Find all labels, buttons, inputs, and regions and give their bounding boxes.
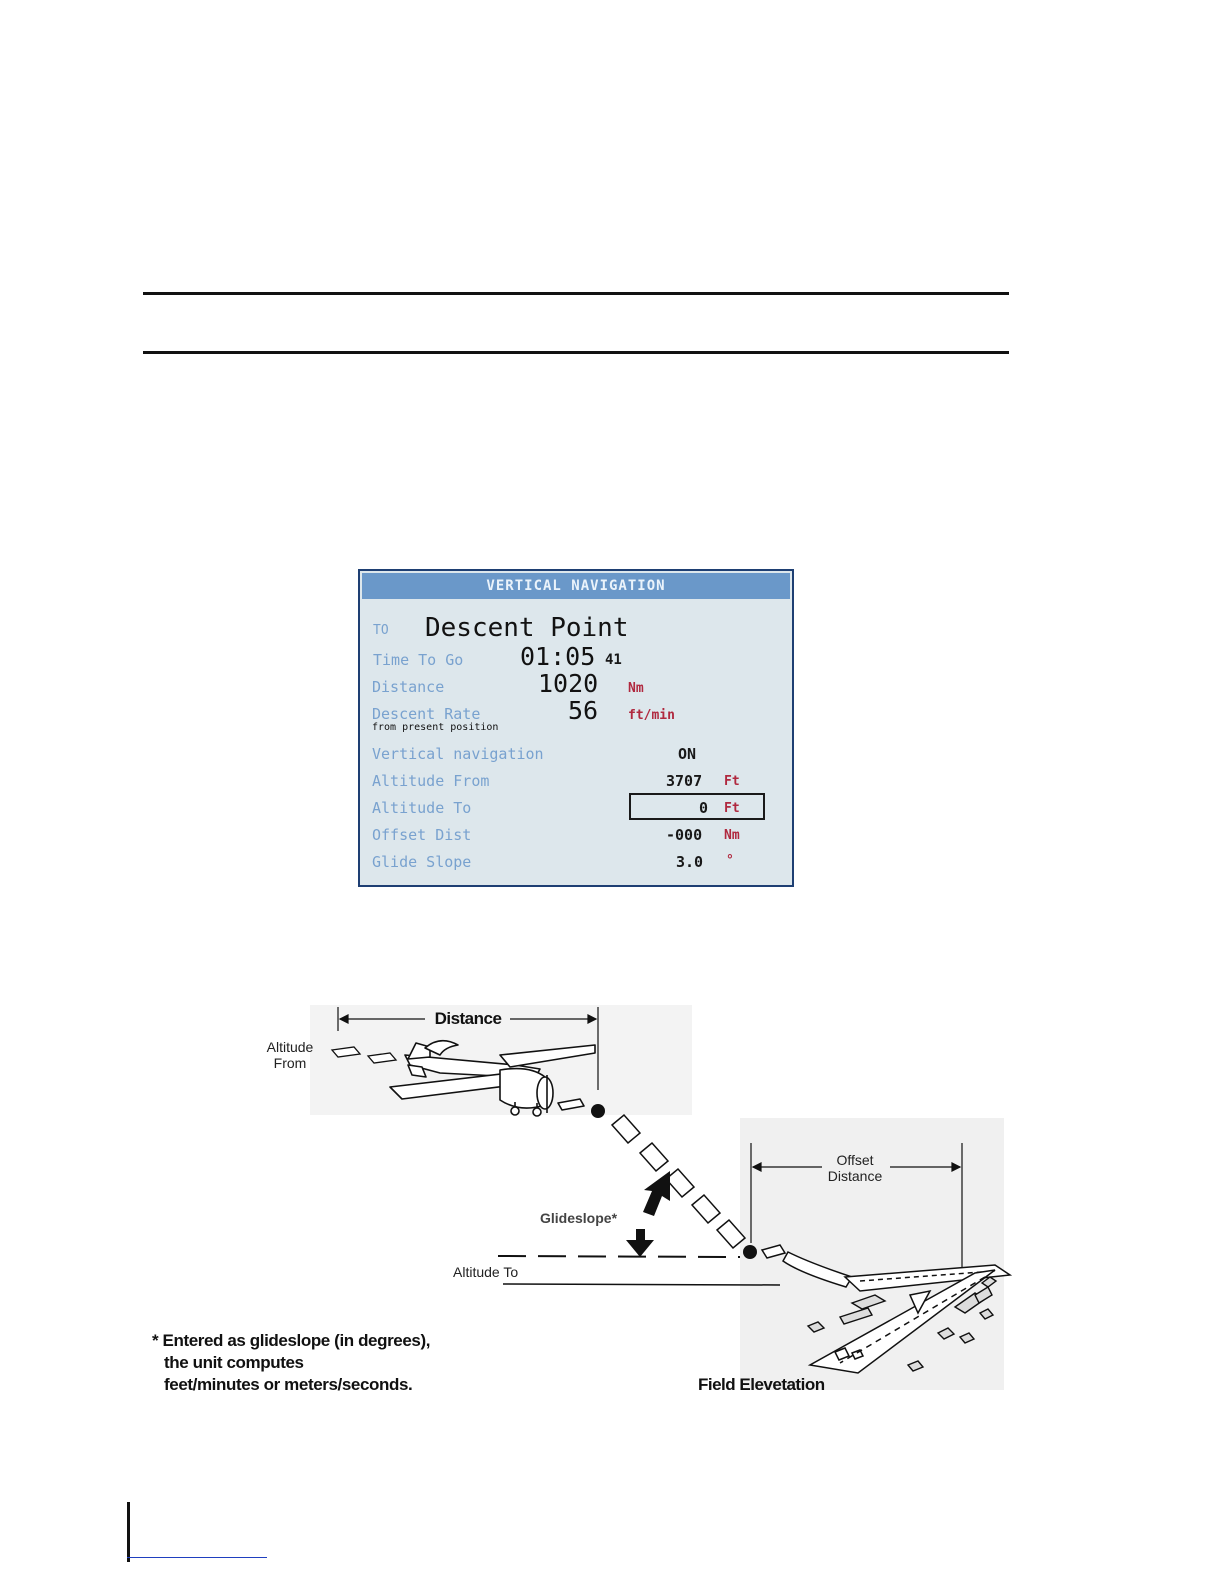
glideslope-down-arrow-icon — [626, 1229, 654, 1257]
altitude-from-value[interactable]: 3707 — [666, 772, 703, 790]
altitude-from-unit: Ft — [724, 774, 740, 789]
offset-dist-label: Offset Dist — [372, 826, 472, 844]
glide-slope-unit: ° — [726, 853, 734, 868]
descent-rate-note: from present position — [372, 722, 499, 733]
field-elevation-label: Field Elevetation — [698, 1375, 825, 1394]
time-to-go-seconds: 41 — [605, 652, 622, 668]
descent-rate-unit: ft/min — [628, 708, 675, 723]
offset-distance-label-line2: Distance — [827, 1168, 883, 1184]
altitude-to-value[interactable]: 0 — [699, 799, 709, 817]
footnote-line-3: feet/minutes or meters/seconds. — [164, 1375, 413, 1394]
margin-bar — [127, 1502, 130, 1562]
header-rule-bottom — [143, 351, 1009, 354]
screen-title: VERTICAL NAVIGATION — [362, 573, 790, 599]
altitude-from-label: Altitude — [266, 1039, 314, 1055]
ground-line — [503, 1284, 780, 1285]
vertical-navigation-value[interactable]: ON — [678, 745, 697, 763]
glideslope-footnote — [152, 1330, 430, 1396]
altitude-from-label: Altitude From — [372, 772, 490, 790]
distance-value: 1020 — [538, 669, 599, 698]
descent-rate-label: Descent Rate — [372, 705, 481, 723]
vertical-navigation-screen — [358, 569, 794, 887]
descent-rate-value: 56 — [568, 696, 599, 725]
to-value: Descent Point — [425, 613, 629, 643]
header-rule-top — [143, 292, 1009, 295]
altitude-from-label-line2: From — [273, 1055, 307, 1071]
glideslope-arrow-icon — [643, 1171, 670, 1216]
glide-slope-value[interactable]: 3.0 — [676, 853, 704, 871]
to-label: TO — [373, 623, 389, 638]
altitude-to-field[interactable] — [629, 793, 765, 820]
glideslope-label: Glideslope* — [540, 1210, 618, 1226]
vertical-navigation-label: Vertical navigation — [372, 745, 544, 763]
altitude-to-unit: Ft — [724, 801, 740, 816]
footnote-line-1: * Entered as glideslope (in degrees), — [152, 1331, 431, 1350]
time-to-go-label: Time To Go — [373, 651, 464, 669]
distance-label: Distance — [372, 678, 445, 696]
offset-distance-label: Offset — [836, 1152, 874, 1168]
altitude-to-label: Altitude To — [372, 799, 472, 817]
distance-label: Distance — [434, 1009, 502, 1028]
altitude-to-dashed-line — [498, 1256, 740, 1257]
time-to-go-value: 01:05 — [520, 642, 596, 671]
offset-dist-unit: Nm — [724, 828, 740, 843]
descent-end-point — [743, 1245, 757, 1259]
distance-unit: Nm — [628, 681, 644, 696]
offset-dist-value[interactable]: -000 — [666, 826, 703, 844]
glide-slope-label: Glide Slope — [372, 853, 472, 871]
footnote-line-2: the unit computes — [164, 1353, 304, 1372]
descent-start-point — [591, 1104, 605, 1118]
altitude-to-label: Altitude To — [453, 1264, 519, 1280]
footer-link-underline — [127, 1557, 267, 1558]
